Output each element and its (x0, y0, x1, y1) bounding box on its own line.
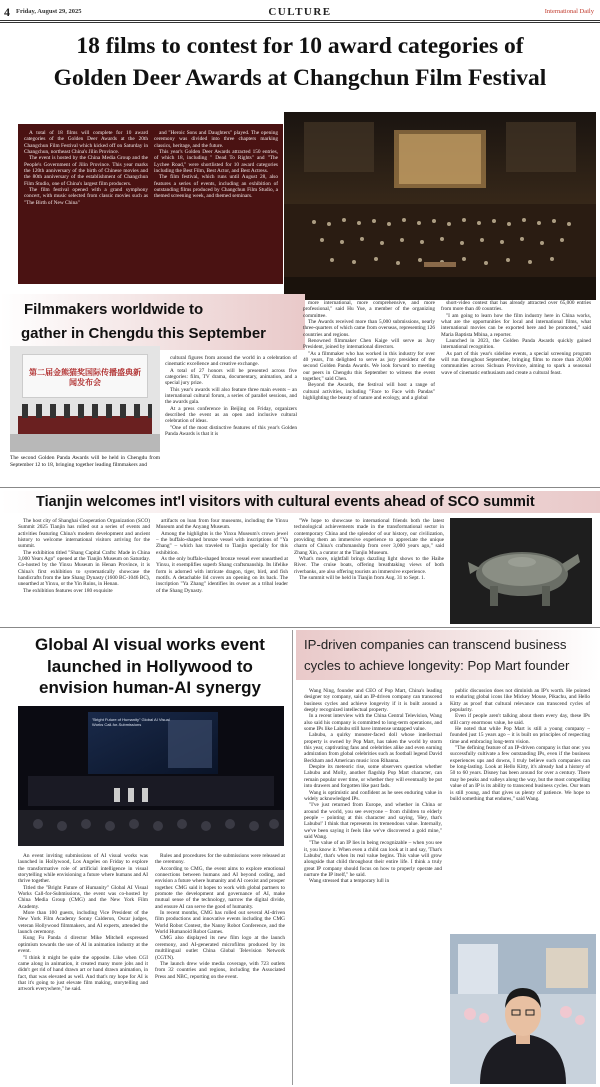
paragraph: In a recent interview with the China Central Television, Wang also said his company is committed to long-term operations, and some IPs like Labubu still have immense untapped value. (304, 713, 442, 733)
paragraph: "I've just returned from Europe, and whether in China or around the world, you see everyone – from children to elderly people – pointing at this character and saying, 'Hey, that's Labubu!' I think that represents its tremendous value. Internally, we've been saying it feels like we've discovered a gold mine," said Wang. (304, 802, 442, 840)
paragraph: artifacts on loan from four museums, including the Yinxu Museum and the Anyang Museum. (156, 518, 288, 531)
popmart-headline-line2: cycles to achieve longevity: Pop Mart founder (304, 658, 570, 673)
sco-col-1 (18, 518, 150, 622)
lead-col-2 (154, 130, 278, 280)
paragraph: A total of 27 honors will be presented across five categories: film, TV drama, documentary, animation, and a special jury prize. (165, 367, 297, 387)
paragraph: In recent months, CMG has rolled out several AI-driven film productions and innovative events including the CMG World Robot Contest, the Nanny Robot Conference, and the World Humanoid Robot Games. (155, 910, 285, 936)
paragraph: The summit will be held in Tianjin from Aug. 31 to Sept. 1. (299, 575, 426, 582)
popmart-headline (304, 634, 569, 676)
page-number: 4 (4, 5, 10, 19)
panda-col-4 (441, 300, 591, 480)
paragraph: As the only buffalo-shaped bronze vessel ever unearthed at Yinxu, it exemplifies superb Shang craftsmanship. Its lifelike form is adorned with intricate dragon, tiger, bird, and fish motifs. A detachable lid covers an opening on its back. The inscription "Ya Zhang" identifies its owner as a tribal leader of the Shang Dynasty. (156, 556, 288, 594)
paragraph: The Awards received more than 5,000 submissions, nearly three-quarters of which came from overseas, representing 126 countries and regions. (303, 319, 435, 338)
sco-headline: Tianjin welcomes int'l visitors with cultural events ahead of SCO summit (36, 494, 535, 510)
concert-photo (284, 112, 596, 300)
paragraph: As part of this year's sideline events, a special screening program will run throughout September, bringing films to more than 20,000 communities across Sichuan Province, aiming to spark a seasonal wave of cinematic enthusiasm and create a cultural feast. (441, 350, 591, 376)
paragraph: Despite its meteoric rise, some observers question whether Labubu and Molly, another flagship Pop Mart character, can remain popular over time, or whether they will eventually be put into drawers and forgotten like past fads. (304, 764, 442, 790)
header-rule-2 (0, 22, 600, 23)
panda-headline-line1: Filmmakers worldwide to (24, 301, 204, 318)
panda-caption: The second Golden Panda Awards will be held in Chengdu from September 12 to 18, bringing together leading filmmakers and (10, 455, 160, 468)
section-divider (0, 627, 600, 628)
column-rule (292, 630, 293, 1085)
panda-col-3 (303, 300, 435, 480)
paragraph: A total of 18 films will complete for 10 award categories of the Golden Deer Awards at the 20th Changchun Film Festival which kicked off on Saturday in Changchun, northeast China's Jilin Province. (24, 130, 148, 156)
paragraph: Beyond the Awards, the festival will host a range of cultural activities, including "Face to Face with Pandas" highlighting the beauty of nature and ecology, and a global (303, 382, 435, 402)
paragraph: The host city of Shanghai Cooperation Organization (SCO) Summit 2025 Tianjin has rolled out a series of events and activities featuring China's modern development and ancient history to welcome international visitors arriving for the summit. (18, 518, 150, 550)
paragraph: The film festival, which runs until August 28, also features a series of events, including an exhibition of outstanding films produced by Changchun Film Studio, a themed screening week, and themed seminars. (154, 174, 278, 200)
paragraph: "As a filmmaker who has worked in this industry for over 40 years, I'm delighted to serve as jury president of the second Golden Panda Awards. We look forward to meeting our peers in Chengdu this September to witness the event together," said Chen. (303, 350, 435, 383)
paragraph: Renowned filmmaker Chen Kaige will serve as Jury President, joined by international directors. (303, 338, 435, 351)
paragraph: CMG also displayed its new film logo at the launch ceremony, and AI-generated microfilms produced by its multilingual outlet China Global Television Network (CGTN). (155, 935, 285, 961)
paragraph: Wang is optimistic and confident as he sees enduring value in widely acknowledged IPs. (304, 789, 442, 802)
paragraph: The event is hosted by the China Media Group and the People's Government of Jilin Province. This year marks the 120th anniversary of the birth of Chinese movies and the 80th anniversary of the establishment of Changchun Film Studio, one of China's largest film producers. (24, 155, 148, 187)
lead-headline-line2: Golden Deer Awards at Changchun Film Festival (53, 65, 547, 91)
ai-col-2 (155, 853, 285, 1083)
paragraph: "We hope to showcase to international friends both the latest technological achievements made in the transformational sector in contemporary China and the splendor of our history, our civilization, providing them an immersive experience to appreciate the unique charm of China's craftsmanship from over 3,000 years ago," said Zhang Xin, a curator at the Tianjin Museum. (294, 518, 444, 556)
paragraph: "I think it might be quite the opposite. Like when CGI came along in animation, it created many more jobs and it didn't get rid of hand drawn art or hand drawn animation, in fact, that was elevated as well. And that's my hope for AI is that it's going to just elevate film making, storytelling and artwork everywhere," he said. (18, 954, 148, 993)
ai-headline (6, 634, 294, 699)
panda-headline (21, 298, 267, 346)
paragraph: Wang stressed that a temporary lull in (309, 878, 390, 885)
paragraph: Wang Ning, founder and CEO of Pop Mart, China's leading designer toy company, said an IP-driven company can transcend business cycles and achieve longevity if it is built around a deeply recognized intellectual property. (304, 688, 442, 714)
paragraph: Among the highlights is the Yinxu Museum's crown jewel – the buffalo-shaped bronze vessel with inscriptions of "Ya Zhang" – which has traveled to Tianjin specially for this exhibition. (156, 530, 288, 556)
paragraph: This year's Golden Deer Awards attracted 150 entries, of which 18, including " Dead To Rights" and "The Lychee Road," were shortlisted for 10 award categories including the Best Film, Best Actor, and Best Actress. (154, 149, 278, 175)
paragraph: "I am going to learn how the film industry here in China works, what are the opportunities for local and international films, what international movies can be exported here and be promoted," said Maria Baptista Mbina, a reporter. (441, 312, 591, 338)
panda-photo (10, 346, 160, 452)
popmart-headline-line1: IP-driven companies can transcend business (304, 637, 567, 652)
screen-text: 第二届金熊猫奖国际传播盛典新闻发布会 (29, 368, 141, 387)
popmart-col-2 (450, 688, 590, 928)
paragraph: Titled the "Bright Future of Humanity" Global AI Visual Works Call-for-Submissions, the event was co-hosted by China Media Group (CMG) and the New York Film Academy. (18, 884, 148, 910)
paragraph: Kung Fu Panda 4 director Mike Mitchell expressed optimism towards the use of AI in animation industry at the event. (18, 935, 148, 955)
paragraph: The exhibition features over 180 exquisite (23, 587, 113, 594)
section-divider (0, 487, 600, 488)
hollywood-screen-text: "Bright Future of Humanity" Global AI Visual Works Call-for-Submissions (92, 717, 170, 727)
paragraph: The exhibition titled "Shang Capital Crafts: Made in China 3,000 Years Ago" opened at the Tianjin Museum on Saturday. Co-hosted by the Yinxu Museum in Henan Province, it is China's first exhibition to systematically showcase the handicrafts from the late Shang Dynasty (1600 BC-1046 BC), unearthed at Yinxu, or the Yin Ruins, in Henan. (18, 549, 150, 588)
paragraph: "The value of an IP lies in being recognizable – when you see it, you know it. When even a child can look at it and say, 'That's Labubu', that's when its real value begins. This value will grow alongside that child throughout their entire life. I think a truly great IP company should focus on how to properly operate and nurture the IP itself," he said. (304, 840, 442, 878)
header-rule (0, 20, 600, 21)
paragraph: "One of the most distinctive features of this year's Golden Panda Awards is that it is (165, 424, 297, 438)
sco-col-2 (156, 518, 288, 622)
popmart-col-1 (304, 688, 442, 1084)
stage-floor (10, 434, 160, 452)
stage-table (18, 416, 152, 434)
wang-ning-photo (450, 934, 596, 1084)
ai-headline-line3: envision human-AI synergy (39, 678, 261, 697)
paragraph: Even if people aren't talking about them every day, these IPs still carry enormous value, he said. (450, 713, 590, 726)
lead-headline-line1: 18 films to contest for 10 award categories of (76, 33, 524, 59)
paragraph: short-video contest that has already attracted over 65,000 entries from more than 40 countries. (441, 300, 591, 313)
paper-name: International Daily (544, 8, 594, 15)
paragraph: More than 100 guests, including Vice President of the New York Film Academy Sonny Calderon, Oscar judges, veteran Hollywood filmmakers, and AI experts, attended the launch ceremony. (18, 910, 148, 936)
presenter-row (22, 404, 152, 418)
paragraph: What's more, nightfall brings dazzling light shows to the Haihe River. The cruise boats, offering breathtaking views of both riverbanks, are also offering tourists an immersive experience. (294, 556, 444, 575)
section-label: CULTURE (268, 6, 332, 18)
ai-col-1 (18, 853, 148, 1083)
paragraph: and "Heroic Sons and Daughters" played. The opening ceremony was divided into three chapters marking classics, heritage, and the future. (154, 130, 278, 149)
paragraph: The launch drew wide media coverage, with 723 outlets from 32 countries and regions, including the Associated Press and NBC, reporting on the event. (155, 960, 285, 980)
sco-col-3 (294, 518, 444, 622)
lead-col-1 (24, 130, 148, 280)
paragraph: Labubu, a quirky monster-faced doll whose intellectual property is owned by Pop Mart, has taken the world by storm this year, captivating fans and celebrities alike and even earning admiration from global celebrities such as football legend David Beckham and American music icon Rihanna. (304, 732, 442, 764)
ai-headline-line1: Global AI visual works event (35, 635, 265, 654)
paragraph: cultural figures from around the world in a celebration of cinematic excellence and creative exchange. (165, 355, 297, 368)
paragraph: According to CMG, the event aims to explore emotional connections between humans and AI beyond coding, and envision a future where humanity and AI coexist and prosper together. CMG said it hopes to work with global partners to promote the development and governance of AI, make mutual sense of the technology, narrow the digital divide, and ensure AI can serve the good of humanity. (155, 865, 285, 910)
date-line: Friday, August 29, 2025 (16, 8, 82, 15)
paragraph: He noted that while Pop Mart is still a young company – founded just 15 years ago – it is built on principles of respecting time and embracing long-term vision. (450, 726, 590, 745)
paragraph: This year's awards will also feature three main events – an international cultural forum, a series of parallel sessions, and the awards gala. (165, 386, 297, 406)
panda-headline-line2: gather in Chengdu this September (21, 325, 267, 342)
panda-col-2 (165, 355, 297, 480)
paragraph: more international, more comprehensive, and more professional," said Hu Yue, a member of the organizing committee. (303, 300, 435, 319)
paragraph: An event inviting submissions of AI visual works was launched in Hollywood, Los Angeles on Friday to explore the transformative role of artificial intelligence in visual storytelling while envisioning a future where humans and AI thrive together. (18, 853, 148, 885)
ai-headline-line2: launched in Hollywood to (47, 656, 253, 676)
lead-headline (0, 30, 600, 94)
paragraph: At a press conference in Beijing on Friday, organizers described the event as an open and inclusive cultural celebration of ideas. (165, 405, 297, 425)
paragraph: public discussion does not diminish an IP's worth. He pointed to enduring global icons like Mickey Mouse, Pikachu, and Hello Kitty as proof that cultural relevance can transcend cycles of popularity. (450, 688, 590, 714)
bronze-vessel-photo (450, 518, 592, 624)
paragraph: Launched in 2023, the Golden Panda Awards quickly gained international recognition. (441, 338, 591, 351)
paragraph: "The defining feature of an IP-driven company is that one: you successfully cultivate a few outstanding IPs, even if the business experiences ups and downs, I truly believe such companies can be long-lasting. Look at Hello Kitty, it's already had a history of 50 to 60 years. Disney has been around for over a century. There may be peaks and valleys along the way, but the most compelling value of an IP is its ability to transcend business cycles. Our team is still young, and that gives us plenty of patience. We hope to build something that endures," said Wang. (450, 745, 590, 802)
paragraph: Rules and procedures for the submissions were released at the ceremony. (155, 853, 285, 866)
paragraph: The film festival opened with a grand symphony concert, with music selected from classic movies such as "The Birth of New China" (24, 187, 148, 206)
